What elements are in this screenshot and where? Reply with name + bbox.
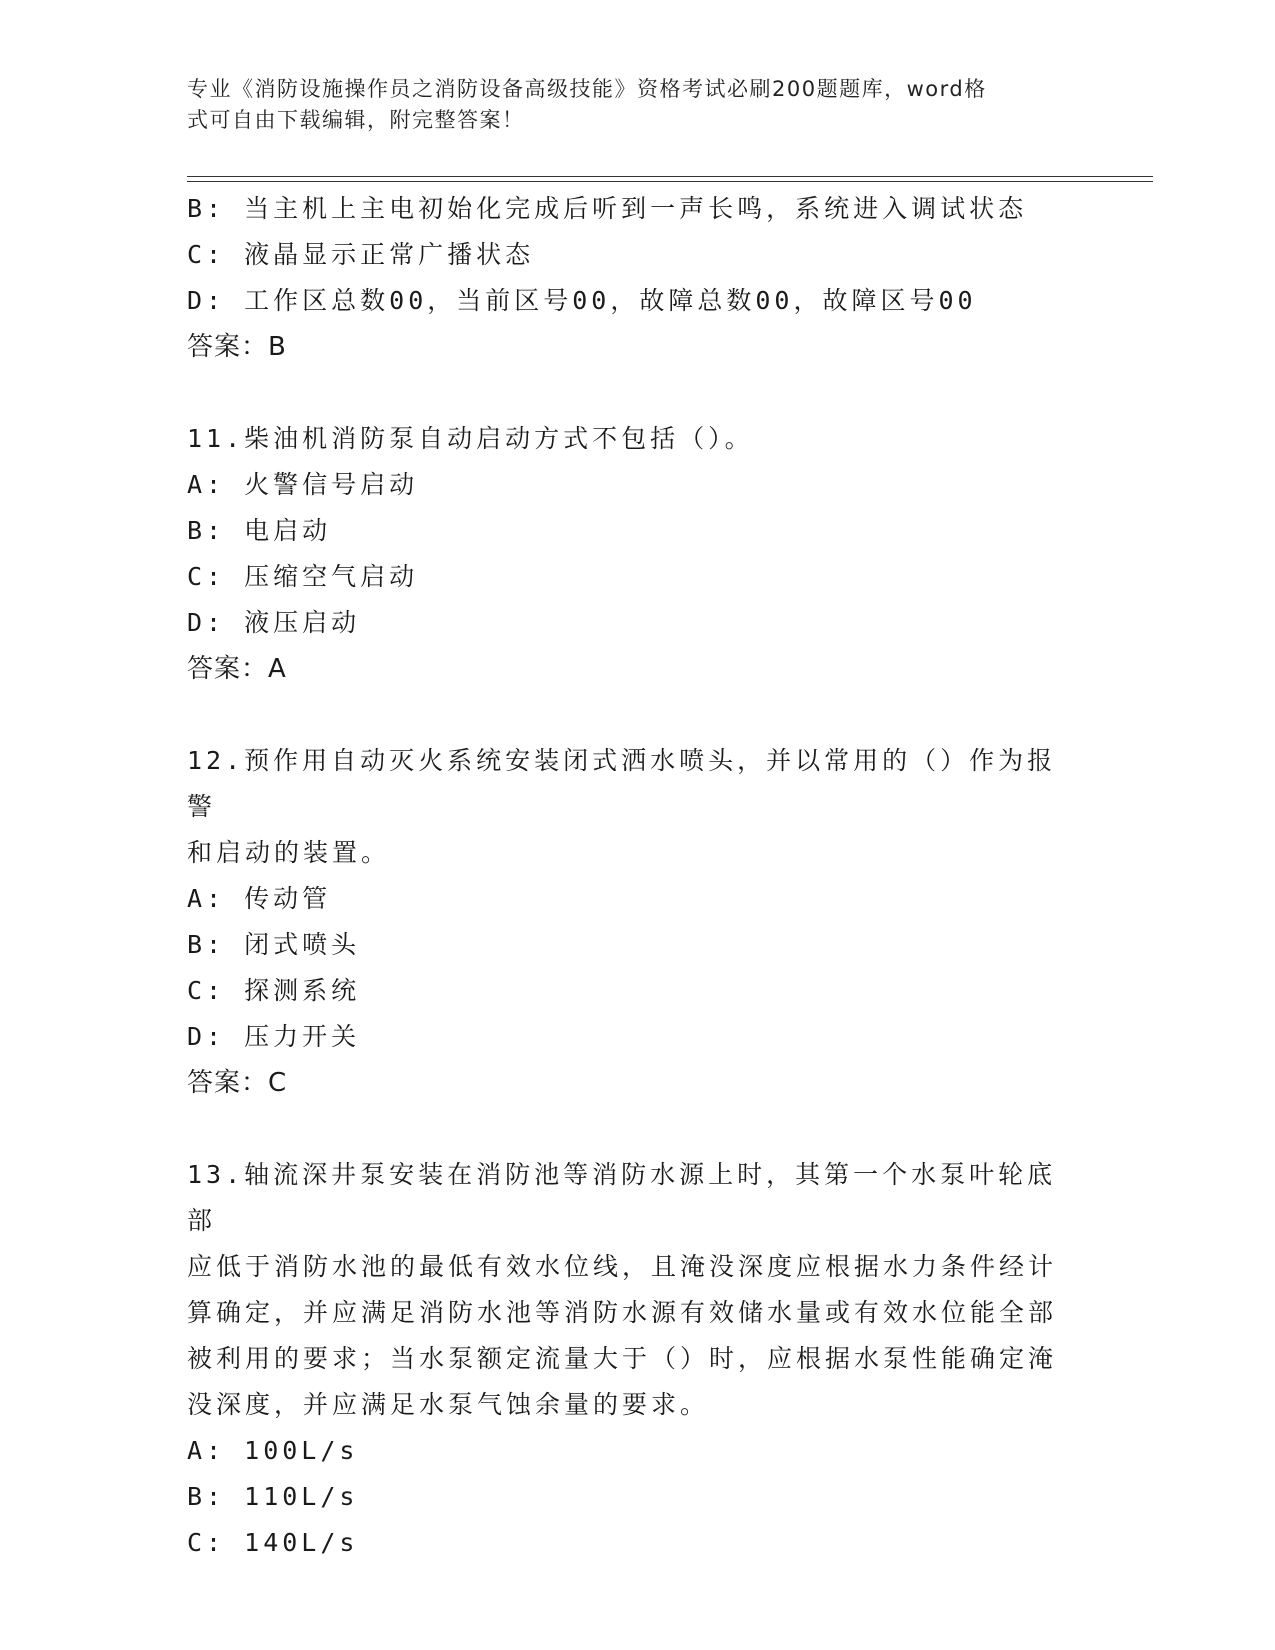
question-11-block — [187, 416, 1067, 692]
option-c: C: 140L/s — [187, 1528, 359, 1557]
option-d: D: 工作区总数00，当前区号00，故障总数00，故障区号00 — [187, 286, 977, 315]
header-line-2: 式可自由下载编辑，附完整答案！ — [187, 108, 525, 132]
option-c: C: 探测系统 — [187, 976, 361, 1005]
spacer — [187, 692, 1067, 738]
question-12-block — [187, 738, 1067, 1106]
question-text-line-1: 12.预作用自动灭火系统安装闭式洒水喷头，并以常用的（）作为报警 — [187, 746, 1057, 821]
question-text-line-2: 和启动的装置。 — [187, 838, 391, 867]
question-text-line-3: 算确定，并应满足消防水池等消防水源有效储水量或有效水位能全部 — [187, 1298, 1058, 1327]
option-b: B: 闭式喷头 — [187, 930, 361, 959]
header-divider-top — [187, 176, 1153, 177]
header-divider-bottom — [187, 181, 1153, 182]
spacer — [187, 370, 1067, 416]
answer: 答案：C — [187, 1068, 288, 1098]
question-10-block — [187, 186, 1067, 370]
option-a: A: 100L/s — [187, 1436, 359, 1465]
header-line-1: 专业《消防设施操作员之消防设备高级技能》资格考试必刷200题题库，word格 — [187, 77, 987, 101]
question-text-line-1: 13.轴流深井泵安装在消防池等消防水源上时，其第一个水泵叶轮底部 — [187, 1160, 1057, 1235]
question-text: 11.柴油机消防泵自动启动方式不包括（）。 — [187, 424, 754, 453]
spacer — [187, 1106, 1067, 1152]
option-c: C: 压缩空气启动 — [187, 562, 419, 591]
answer: 答案：A — [187, 654, 287, 684]
option-b: B: 当主机上主电初始化完成后听到一声长鸣，系统进入调试状态 — [187, 194, 1028, 223]
option-b: B: 110L/s — [187, 1482, 359, 1511]
question-text-line-4: 被利用的要求；当水泵额定流量大于（）时，应根据水泵性能确定淹 — [187, 1344, 1058, 1373]
option-b: B: 电启动 — [187, 516, 332, 545]
option-d: D: 液压启动 — [187, 608, 361, 637]
option-d: D: 压力开关 — [187, 1022, 361, 1051]
option-c: C: 液晶显示正常广播状态 — [187, 240, 535, 269]
answer: 答案：B — [187, 332, 287, 362]
question-content — [187, 186, 1067, 1566]
option-a: A: 火警信号启动 — [187, 470, 419, 499]
document-header — [187, 74, 1067, 136]
question-13-block — [187, 1152, 1067, 1566]
option-a: A: 传动管 — [187, 884, 332, 913]
question-text-line-2: 应低于消防水池的最低有效水位线，且淹没深度应根据水力条件经计 — [187, 1252, 1058, 1281]
question-text-line-5: 没深度，并应满足水泵气蚀余量的要求。 — [187, 1390, 710, 1419]
